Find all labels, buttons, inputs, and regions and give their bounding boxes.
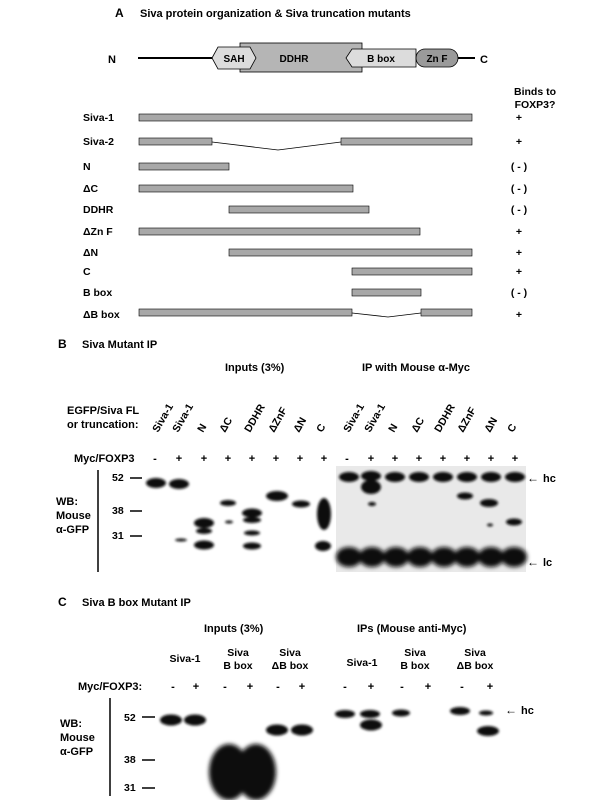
arrow-left-icon: ← <box>527 555 539 569</box>
construct-row <box>83 161 527 173</box>
light-chain-band <box>501 547 527 567</box>
band <box>487 524 493 527</box>
lane-label: ΔN <box>482 415 501 435</box>
construct-row-label: EGFP/Siva FL <box>67 405 140 417</box>
ddhr-label: DDHR <box>279 54 309 65</box>
ip-blot <box>335 707 499 736</box>
mw-marker: 38 <box>124 754 136 766</box>
lane-label: C <box>314 421 329 435</box>
sign: + <box>246 681 254 693</box>
construct-name: ΔN <box>83 247 99 259</box>
sign: + <box>298 681 306 693</box>
lane-label: Siva-1 <box>341 401 368 435</box>
lane-label: ΔZnF <box>455 405 479 435</box>
group-label: B box <box>400 660 430 672</box>
panel-c-title: Siva B box Mutant IP <box>82 597 191 609</box>
group-label: Siva <box>404 647 426 659</box>
construct-row <box>83 204 527 216</box>
ip-blot <box>336 466 527 572</box>
lane-label: DDHR <box>242 402 268 435</box>
sign: - <box>223 681 227 693</box>
sign: - <box>460 681 464 693</box>
construct-row <box>83 136 522 150</box>
binds-header: Binds to <box>514 86 556 98</box>
lane-label: Siva-1 <box>362 401 389 435</box>
band <box>194 541 214 550</box>
light-chain-band <box>454 547 480 567</box>
group-label: Siva <box>227 647 249 659</box>
myc-foxp3-label: Myc/FOXP3 <box>74 453 135 465</box>
sign: + <box>320 453 328 465</box>
construct-row <box>83 266 522 278</box>
mw-marker: 31 <box>124 782 136 794</box>
sah-label: SAH <box>223 54 245 65</box>
heavy-chain-band <box>339 472 359 482</box>
light-chain-band <box>478 547 504 567</box>
panel-a <box>83 6 556 321</box>
construct-bar <box>341 138 472 145</box>
panel-b <box>56 337 556 572</box>
sign: - <box>276 681 280 693</box>
band <box>266 491 288 501</box>
sign: + <box>192 681 200 693</box>
sign: + <box>296 453 304 465</box>
binding-result: + <box>515 266 523 278</box>
binding-result: + <box>515 247 523 259</box>
wb-label: α-GFP <box>56 524 90 536</box>
construct-bar <box>352 268 472 275</box>
sign: + <box>511 453 519 465</box>
construct-row <box>83 183 527 195</box>
construct-bar <box>352 289 421 296</box>
sign: + <box>424 681 432 693</box>
band <box>220 500 236 506</box>
sign: + <box>487 453 495 465</box>
binds-header: FOXP3? <box>514 99 556 111</box>
heavy-chain-band <box>505 472 525 482</box>
band <box>160 715 182 726</box>
construct-row <box>83 112 522 124</box>
band <box>361 480 381 494</box>
band <box>480 499 498 507</box>
heavy-chain-band <box>361 471 381 481</box>
lane-label: ΔC <box>217 415 236 435</box>
sign: + <box>175 453 183 465</box>
binding-result: ( - ) <box>510 204 528 216</box>
construct-row <box>83 287 527 299</box>
construct-row <box>83 309 522 321</box>
construct-bar <box>139 228 420 235</box>
heavy-chain-band <box>335 710 355 718</box>
binding-result: ( - ) <box>510 183 528 195</box>
band <box>292 501 310 508</box>
construct-row <box>83 226 522 238</box>
sign: + <box>272 453 280 465</box>
heavy-chain-band <box>409 472 429 482</box>
ip-group-labels <box>347 647 494 672</box>
wb-label: WB: <box>60 718 82 730</box>
construct-name: DDHR <box>83 204 114 216</box>
band <box>315 541 331 551</box>
band <box>368 502 376 506</box>
band <box>243 517 261 523</box>
heavy-chain-band <box>360 710 380 718</box>
band <box>169 479 189 489</box>
inputs-blot <box>160 715 313 800</box>
panel-a-title: Siva protein organization & Siva truncation mutants <box>140 8 411 20</box>
heavy-chain-band <box>392 710 410 717</box>
group-label: Siva <box>279 647 301 659</box>
binding-result: + <box>515 226 523 238</box>
light-chain-band <box>383 547 409 567</box>
band <box>506 519 522 526</box>
construct-row-label: or truncation: <box>67 419 139 431</box>
lane-label: C <box>505 421 520 435</box>
light-chain-band <box>359 547 385 567</box>
lane-label: ΔN <box>291 415 310 435</box>
ip-header: IPs (Mouse anti-Myc) <box>357 623 467 635</box>
c-terminus-label: C <box>480 54 488 66</box>
inputs-blot <box>143 466 335 572</box>
wb-label: α-GFP <box>60 746 94 758</box>
sign: + <box>200 453 208 465</box>
band <box>457 493 473 500</box>
band <box>317 498 331 530</box>
lane-label: Siva-1 <box>170 401 197 435</box>
protein-schematic <box>108 43 488 72</box>
light-chain-label: lc <box>543 557 553 569</box>
lane-label: Siva-1 <box>150 401 177 435</box>
lane-label: DDHR <box>432 402 458 435</box>
wb-label: WB: <box>56 496 78 508</box>
construct-name: Siva-1 <box>83 112 114 124</box>
construct-row <box>83 247 522 259</box>
panel-c-letter: C <box>58 595 67 609</box>
sign: - <box>400 681 404 693</box>
mw-marker: 52 <box>124 712 136 724</box>
group-label: Siva-1 <box>169 653 201 665</box>
panel-b-letter: B <box>58 337 67 351</box>
sign: + <box>367 453 375 465</box>
construct-bar <box>421 309 472 316</box>
sign: + <box>391 453 399 465</box>
band <box>194 518 214 528</box>
light-chain-band <box>431 547 457 567</box>
heavy-chain-band <box>457 472 477 482</box>
group-label: B box <box>223 660 253 672</box>
heavy-chain-band <box>433 472 453 482</box>
band <box>242 509 262 518</box>
sign: + <box>486 681 494 693</box>
sign: + <box>224 453 232 465</box>
myc-signs-inputs <box>171 681 305 693</box>
myc-signs-ip <box>345 453 518 465</box>
construct-name: ΔB box <box>83 309 120 321</box>
band <box>196 528 212 534</box>
band <box>225 521 233 524</box>
myc-signs-ip <box>343 681 493 693</box>
panel-b-title: Siva Mutant IP <box>82 339 158 351</box>
construct-bar <box>139 309 352 316</box>
construct-bar <box>229 206 369 213</box>
group-label: Siva-1 <box>346 657 378 669</box>
deletion-line <box>352 313 421 317</box>
binding-result: ( - ) <box>510 287 528 299</box>
heavy-chain-label: hc <box>543 473 556 485</box>
sign: - <box>343 681 347 693</box>
band <box>244 531 260 536</box>
light-chain-band <box>407 547 433 567</box>
zinc-finger-label: Zn F <box>426 54 448 65</box>
inputs-header: Inputs (3%) <box>204 623 264 635</box>
sign: - <box>153 453 157 465</box>
mw-marker: 52 <box>112 472 124 484</box>
sign: + <box>463 453 471 465</box>
band <box>291 725 313 736</box>
binding-result: ( - ) <box>510 161 528 173</box>
construct-bar <box>139 138 212 145</box>
band <box>146 478 166 488</box>
heavy-chain-band <box>479 711 493 716</box>
band <box>360 720 382 731</box>
myc-signs-inputs <box>153 453 327 465</box>
sign: + <box>248 453 256 465</box>
band <box>266 725 288 736</box>
construct-bar <box>139 185 353 192</box>
mw-marker: 38 <box>112 505 124 517</box>
lane-label: ΔZnF <box>266 405 290 435</box>
ip-header: IP with Mouse α-Myc <box>362 362 471 374</box>
light-chain-band <box>336 547 362 567</box>
band <box>175 539 187 542</box>
sign: - <box>171 681 175 693</box>
band <box>477 726 499 736</box>
construct-bar <box>139 163 229 170</box>
panel-c <box>58 595 534 800</box>
heavy-chain-band <box>450 707 470 715</box>
inputs-header: Inputs (3%) <box>225 362 285 374</box>
n-terminus-label: N <box>108 54 116 66</box>
construct-name: B box <box>83 287 113 299</box>
arrow-left-icon: ← <box>527 471 539 485</box>
construct-bar <box>139 114 472 121</box>
construct-name: N <box>83 161 91 173</box>
group-label: ΔB box <box>456 660 494 672</box>
construct-name: Siva-2 <box>83 136 114 148</box>
arrow-left-icon: ← <box>505 703 517 717</box>
binding-result: + <box>515 112 523 124</box>
mw-marker: 31 <box>112 530 124 542</box>
binding-result: + <box>515 136 523 148</box>
construct-bar <box>229 249 472 256</box>
b-box-label: B box <box>367 54 395 65</box>
wb-label: Mouse <box>56 510 91 522</box>
wb-label: Mouse <box>60 732 95 744</box>
myc-foxp3-label: Myc/FOXP3: <box>78 681 143 693</box>
group-label: Siva <box>464 647 486 659</box>
band <box>184 715 206 726</box>
band <box>243 543 261 550</box>
construct-name: ΔC <box>83 183 99 195</box>
deletion-line <box>212 142 341 150</box>
heavy-chain-band <box>481 472 501 482</box>
group-label: ΔB box <box>271 660 309 672</box>
sign: + <box>415 453 423 465</box>
lane-label: ΔC <box>409 415 428 435</box>
heavy-chain-label: hc <box>521 705 534 717</box>
inputs-group-labels <box>170 647 309 672</box>
sign: + <box>367 681 375 693</box>
sign: - <box>345 453 349 465</box>
band <box>236 744 276 800</box>
heavy-chain-band <box>385 472 405 482</box>
sign: + <box>439 453 447 465</box>
panel-a-letter: A <box>115 6 124 20</box>
construct-name: ΔZn F <box>83 226 113 238</box>
binding-result: + <box>515 309 523 321</box>
construct-name: C <box>83 266 91 278</box>
lane-label: N <box>386 421 401 435</box>
lane-label: N <box>195 421 210 435</box>
